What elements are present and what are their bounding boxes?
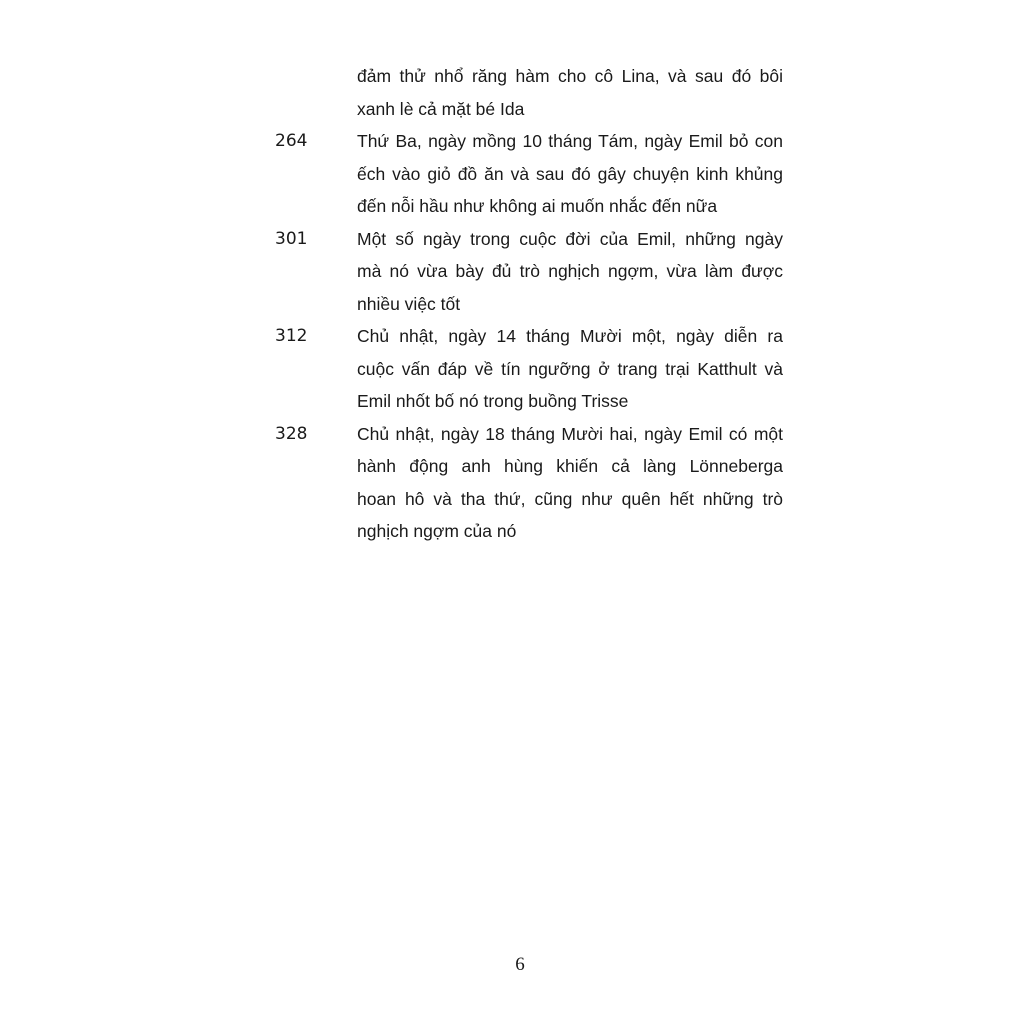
toc-entry bbox=[0, 125, 1024, 223]
toc-entry-page-number: 312 bbox=[275, 326, 308, 346]
toc-entry-page-number: 328 bbox=[275, 423, 308, 444]
toc-entry-line: hành động anh hùng khiến cả làng Lönneberga bbox=[357, 456, 783, 476]
toc-entry-line: nghịch ngợm của nó bbox=[357, 521, 517, 541]
toc-entry-line: Một số ngày trong cuộc đời của Emil, những ngày bbox=[357, 228, 783, 249]
toc-entry-title bbox=[357, 125, 783, 223]
toc-entry bbox=[0, 320, 1024, 418]
page-number: 6 bbox=[515, 954, 525, 975]
toc-entry-line: Thứ Ba, ngày mồng 10 tháng Tám, ngày Emil bỏ con bbox=[357, 131, 783, 151]
toc-entry-line: mà nó vừa bày đủ trò nghịch ngợm, vừa làm được bbox=[357, 261, 783, 281]
toc-entry-line: ếch vào giỏ đồ ăn và sau đó gây chuyện kinh khủng bbox=[357, 163, 783, 184]
toc-entry-title bbox=[357, 223, 783, 321]
toc-entry-title bbox=[357, 320, 783, 418]
toc-entry-page-number: 301 bbox=[275, 228, 308, 249]
toc-entry-line: Chủ nhật, ngày 14 tháng Mười một, ngày diễn ra bbox=[357, 326, 783, 346]
toc-entry-page-number: 264 bbox=[275, 131, 308, 151]
toc-entry-line: đến nỗi hầu như không ai muốn nhắc đến nữa bbox=[357, 196, 718, 216]
toc-entry-title bbox=[357, 60, 783, 125]
toc-entry-line: hoan hô và tha thứ, cũng như quên hết những trò bbox=[357, 488, 783, 509]
toc-entry-title bbox=[357, 418, 783, 548]
toc-entry-line: cuộc vấn đáp về tín ngưỡng ở trang trại Katthult và bbox=[357, 358, 783, 379]
toc-entry bbox=[0, 223, 1024, 321]
toc-entry bbox=[0, 60, 1024, 125]
toc-entry-line: nhiều việc tốt bbox=[357, 293, 461, 314]
toc-entry-line: Chủ nhật, ngày 18 tháng Mười hai, ngày Emil có một bbox=[357, 423, 783, 444]
toc-entry bbox=[0, 418, 1024, 548]
toc-entry-line: Emil nhốt bố nó trong buồng Trisse bbox=[357, 391, 629, 411]
table-of-contents bbox=[0, 60, 1024, 548]
toc-entry-line: xanh lè cả mặt bé Ida bbox=[357, 98, 525, 119]
toc-entry-line: đảm thử nhổ răng hàm cho cô Lina, và sau đó bôi bbox=[357, 66, 783, 86]
